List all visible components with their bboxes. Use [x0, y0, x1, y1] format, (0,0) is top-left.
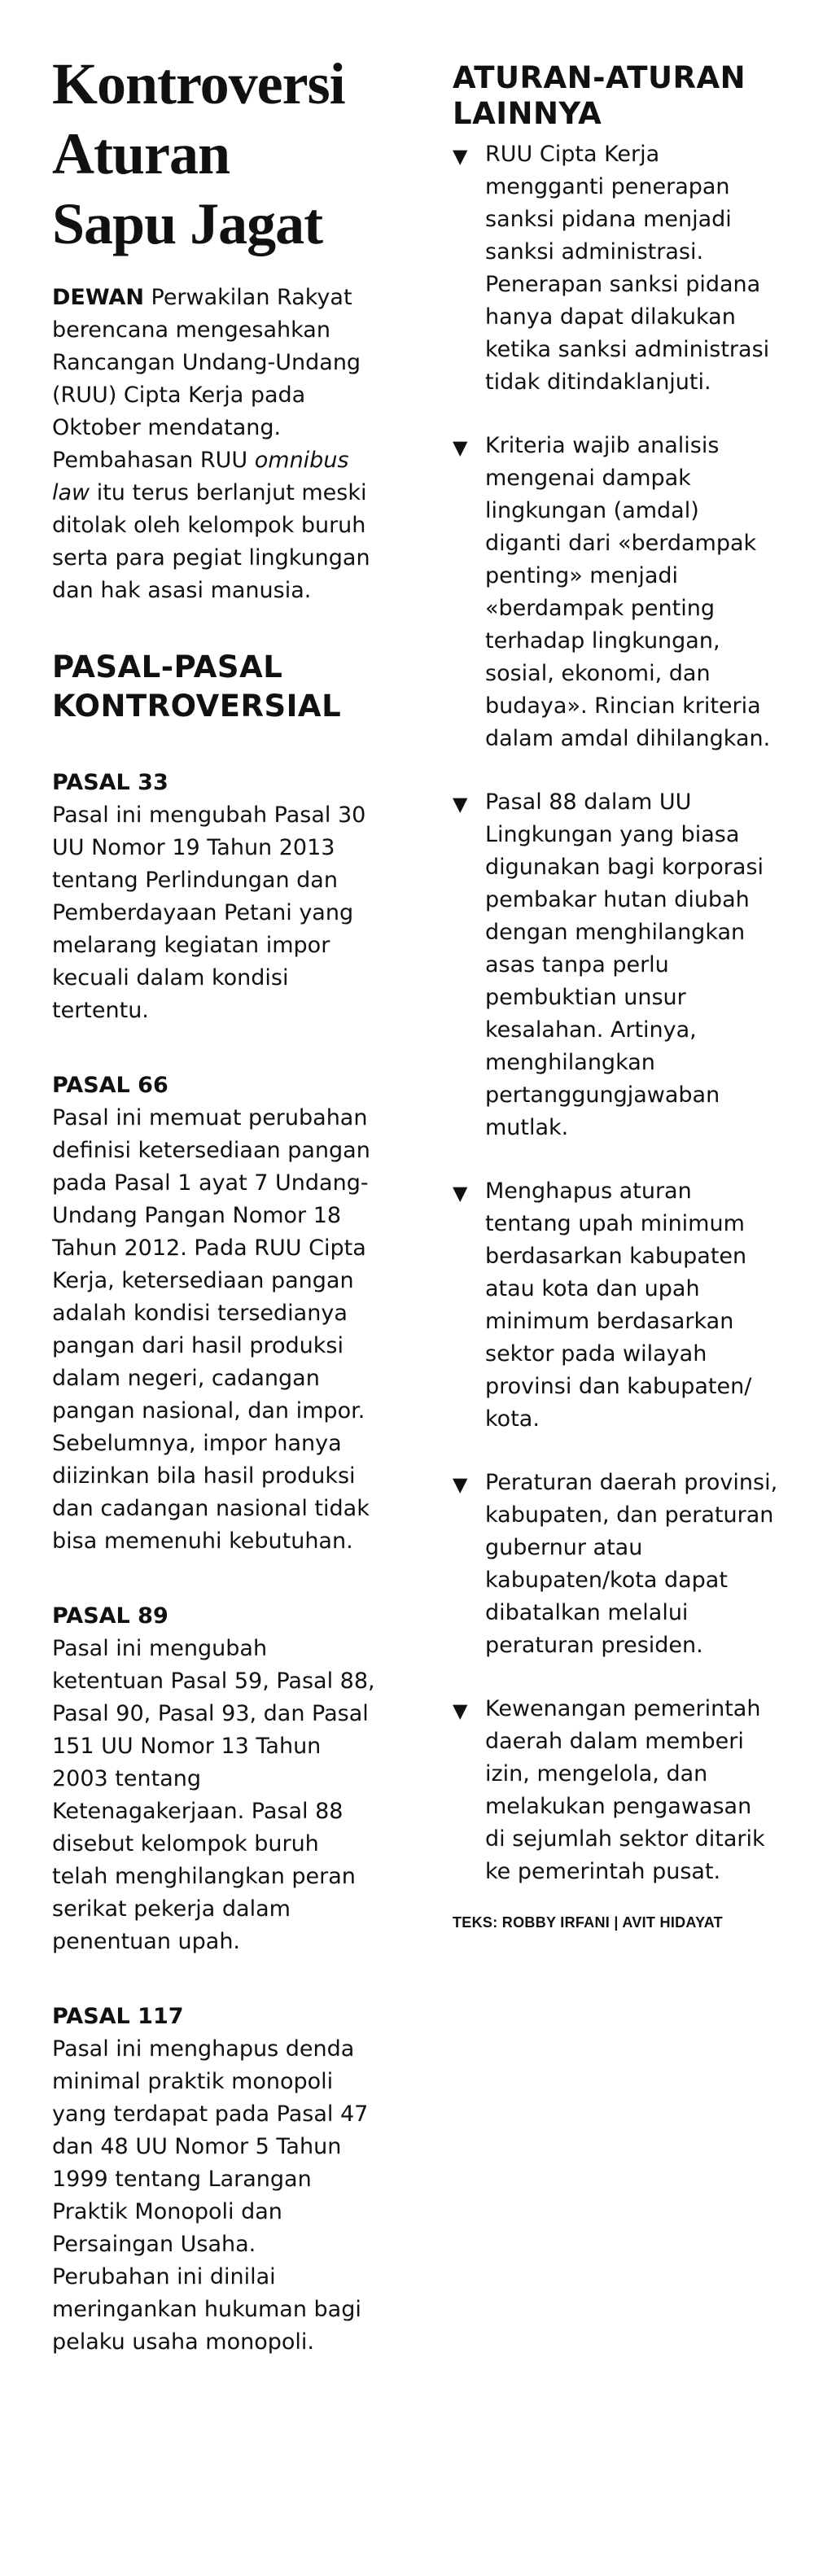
title-line: Sapu Jagat [52, 191, 323, 256]
title-line: Kontroversi [52, 51, 345, 116]
rule-text: Kriteria wajib analisis mengenai dampak lingkungan (amdal) diganti dari «berdampak penting» menjadi «berdampak penting terhadap lingkungan, sosial, ekonomi, dan budaya». Rincian kriteria dalam amdal dihilangkan. [485, 433, 771, 751]
intro-lead-word: DEWAN [52, 285, 144, 310]
section-heading-aturan [453, 60, 778, 132]
rule-item [453, 430, 778, 755]
triangle-bullet-icon: ▼ [453, 145, 468, 168]
triangle-bullet-icon: ▼ [453, 1473, 468, 1496]
section-heading-pasal [52, 648, 378, 726]
pasal-text: Pasal ini mengubah ketentuan Pasal 59, Pasal 88, Pasal 90, Pasal 93, dan Pasal 151 UU Nomor 13 Tahun 2003 tentang Ketenagakerjaan. Pasal 88 disebut kelompok buruh telah menghilangkan peran serikat pekerja dalam penentuan upah. [52, 1636, 375, 1954]
section-heading-line: LAINNYA [453, 96, 602, 131]
rule-text: Menghapus aturan tentang upah minimum berdasarkan kabupaten atau kota dan upah minimum berdasarkan sektor pada wilayah provinsi dan kabupaten/ kota. [485, 1179, 752, 1432]
rule-text: Pasal 88 dalam UU Lingkungan yang biasa digunakan bagi korporasi pembakar hutan diubah dengan menghilangkan asas tanpa perlu pembuktian unsur kesalahan. Artinya, menghilangkan pertanggungjawaban mutlak. [485, 789, 764, 1140]
rules-list [453, 138, 778, 1888]
rule-text: Peraturan daerah provinsi, kabupaten, dan peraturan gubernur atau kabupaten/kota dapat dibatalkan melalui peraturan presiden. [485, 1470, 778, 1658]
pasal-item [52, 1069, 378, 1558]
pasal-title: PASAL 89 [52, 1603, 168, 1629]
intro-italic-term: omnibus law [52, 448, 349, 505]
rule-item [453, 1175, 778, 1436]
triangle-bullet-icon: ▼ [453, 793, 468, 816]
section-heading-line: ATURAN-ATURAN [453, 60, 746, 95]
intro-text: Perwakilan Rakyat berencana mengesahkan Rancangan Undang-Undang (RUU) Cipta Kerja pada Oktober mendatang. Pembahasan RUU [52, 285, 361, 473]
rule-text: Kewenangan pemerintah daerah dalam memberi izin, mengelola, dan melakukan pengawasan di sejumlah sektor ditarik ke pemerintah pusat. [485, 1696, 765, 1884]
rule-text: RUU Cipta Kerja mengganti penerapan sanksi pidana menjadi sanksi administrasi. Penerapan sanksi pidana hanya dapat dilakukan ketika sanksi administrasi tidak ditindaklanjuti. [485, 142, 770, 395]
pasal-title: PASAL 33 [52, 770, 168, 795]
rule-item [453, 138, 778, 399]
pasal-item [52, 767, 378, 1027]
right-column [453, 60, 778, 1931]
pasal-title: PASAL 66 [52, 1073, 168, 1098]
pasal-text: Pasal ini mengubah Pasal 30 UU Nomor 19 Tahun 2013 tentang Perlindungan dan Pemberdayaan Petani yang melarang kegiatan impor kecuali dalam kondisi tertentu. [52, 803, 366, 1023]
pasal-text: Pasal ini menghapus denda minimal praktik monopoli yang terdapat pada Pasal 47 dan 48 UU Nomor 5 Tahun 1999 tentang Larangan Praktik Monopoli dan Persaingan Usaha. Perubahan ini dinilai meringankan hukuman bagi pelaku usaha monopoli. [52, 2036, 369, 2355]
triangle-bullet-icon: ▼ [453, 436, 468, 459]
text-credit: TEKS: ROBBY IRFANI | AVIT HIDAYAT [453, 1914, 723, 1931]
rule-item [453, 786, 778, 1144]
left-column [52, 49, 378, 2401]
pasal-item [52, 2001, 378, 2359]
pasal-item [52, 1600, 378, 1958]
pasal-text: Pasal ini memuat perubahan definisi ketersediaan pangan pada Pasal 1 ayat 7 Undang-Undang Pangan Nomor 18 Tahun 2012. Pada RUU Cipta Kerja, ketersediaan pangan adalah kondisi tersedianya pangan dari hasil produksi dalam negeri, cadangan pangan nasional, dan impor. Sebelumnya, impor hanya diizinkan bila hasil produksi dan cadangan nasional tidak bisa memenuhi kebutuhan. [52, 1105, 370, 1554]
section-heading-line: PASAL-PASAL [52, 649, 283, 684]
section-heading-line: KONTROVERSIAL [52, 689, 342, 724]
triangle-bullet-icon: ▼ [453, 1182, 468, 1205]
pasal-title: PASAL 117 [52, 2004, 184, 2029]
rule-item [453, 1467, 778, 1662]
intro-paragraph [52, 282, 378, 607]
page-title [52, 49, 378, 259]
intro-text: itu terus berlanjut meski ditolak oleh kelompok buruh serta para pegiat lingkungan dan hak asasi manusia. [52, 480, 370, 603]
title-line: Aturan [52, 121, 230, 186]
triangle-bullet-icon: ▼ [453, 1699, 468, 1722]
rule-item [453, 1693, 778, 1888]
